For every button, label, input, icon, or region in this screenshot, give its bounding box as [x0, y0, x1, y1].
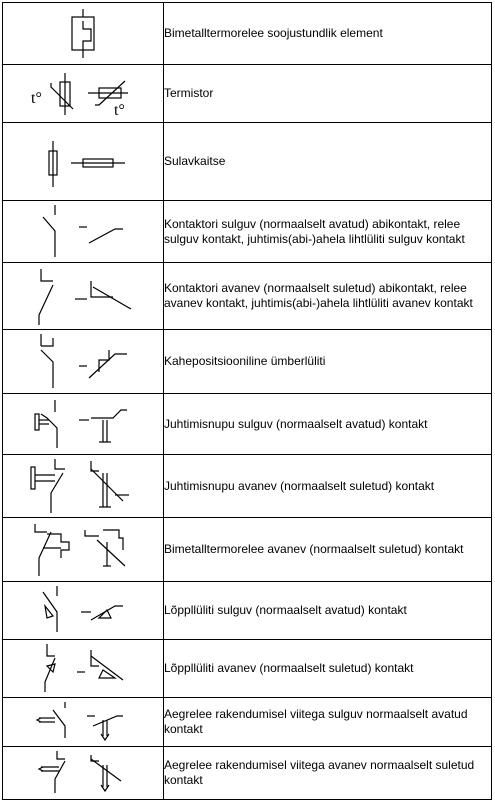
bimetal-relay-nc-contact-icon: [3, 518, 163, 581]
thermistor-label: t°: [114, 102, 125, 119]
table-row: [3, 65, 492, 123]
icon-cell: [3, 263, 164, 330]
description: Sulavkaitse: [164, 123, 492, 201]
description: Lõppllüliti sulguv (normaalselt avatud) kontakt: [164, 582, 492, 640]
icon-cell: [3, 640, 164, 698]
table-row: [3, 330, 492, 394]
description: Kontaktori avanev (normaalselt suletud) abikontakt, relee avanev kontakt, juhtimis(abi-)ahela lihtlüliti avanev kontakt: [164, 263, 492, 330]
table-row: [3, 123, 492, 201]
limit-switch-nc-contact-icon: [3, 640, 163, 697]
thermistor-icon: [3, 65, 163, 122]
icon-cell: [3, 65, 164, 123]
description: Juhtimisnupu avanev (normaalselt suletud) kontakt: [164, 455, 492, 518]
description: Kahepositsiooniline ümberlüliti: [164, 330, 492, 394]
description: Aegrelee rakendumisel viitega sulguv normaalselt avatud kontakt: [164, 698, 492, 747]
icon-cell: [3, 455, 164, 518]
icon-cell: [3, 582, 164, 640]
normally-open-contact-icon: [3, 201, 163, 262]
icon-cell: [3, 123, 164, 201]
icon-cell: [3, 394, 164, 455]
table-row: [3, 582, 492, 640]
fuse-icon: [3, 123, 163, 200]
description: Lõppllüliti avanev (normaalselt suletud) kontakt: [164, 640, 492, 698]
icon-cell: [3, 518, 164, 582]
symbols-table: [2, 2, 492, 800]
icon-cell: [3, 330, 164, 394]
table-row: [3, 698, 492, 747]
thermistor-label: t°: [31, 90, 42, 107]
description: Aegrelee rakendumisel viitega avanev normaalselt suletud kontakt: [164, 747, 492, 800]
time-delay-no-contact-icon: [3, 698, 163, 746]
table-row: [3, 201, 492, 263]
normally-closed-contact-icon: [3, 263, 163, 329]
icon-cell: [3, 747, 164, 800]
icon-cell: [3, 3, 164, 65]
table-row: [3, 518, 492, 582]
bimetal-heating-element-icon: [3, 3, 163, 64]
table-row: [3, 3, 492, 65]
icon-cell: [3, 201, 164, 263]
description: Bimetalltermorelee avanev (normaalselt suletud) kontakt: [164, 518, 492, 582]
description: Kontaktori sulguv (normaalselt avatud) abikontakt, relee sulguv kontakt, juhtimis(abi-)ahela lihtlüliti sulguv kontakt: [164, 201, 492, 263]
table-row: [3, 747, 492, 800]
table-row: [3, 640, 492, 698]
pushbutton-no-contact-icon: [3, 394, 163, 454]
table-row: [3, 394, 492, 455]
description: Juhtimisnupu sulguv (normaalselt avatud) kontakt: [164, 394, 492, 455]
description: Bimetalltermorelee soojustundlik element: [164, 3, 492, 65]
table-row: [3, 263, 492, 330]
icon-cell: [3, 698, 164, 747]
limit-switch-no-contact-icon: [3, 582, 163, 639]
changeover-switch-icon: [3, 330, 163, 393]
description: Termistor: [164, 65, 492, 123]
pushbutton-nc-contact-icon: [3, 455, 163, 517]
time-delay-nc-contact-icon: [3, 747, 163, 799]
table-row: [3, 455, 492, 518]
